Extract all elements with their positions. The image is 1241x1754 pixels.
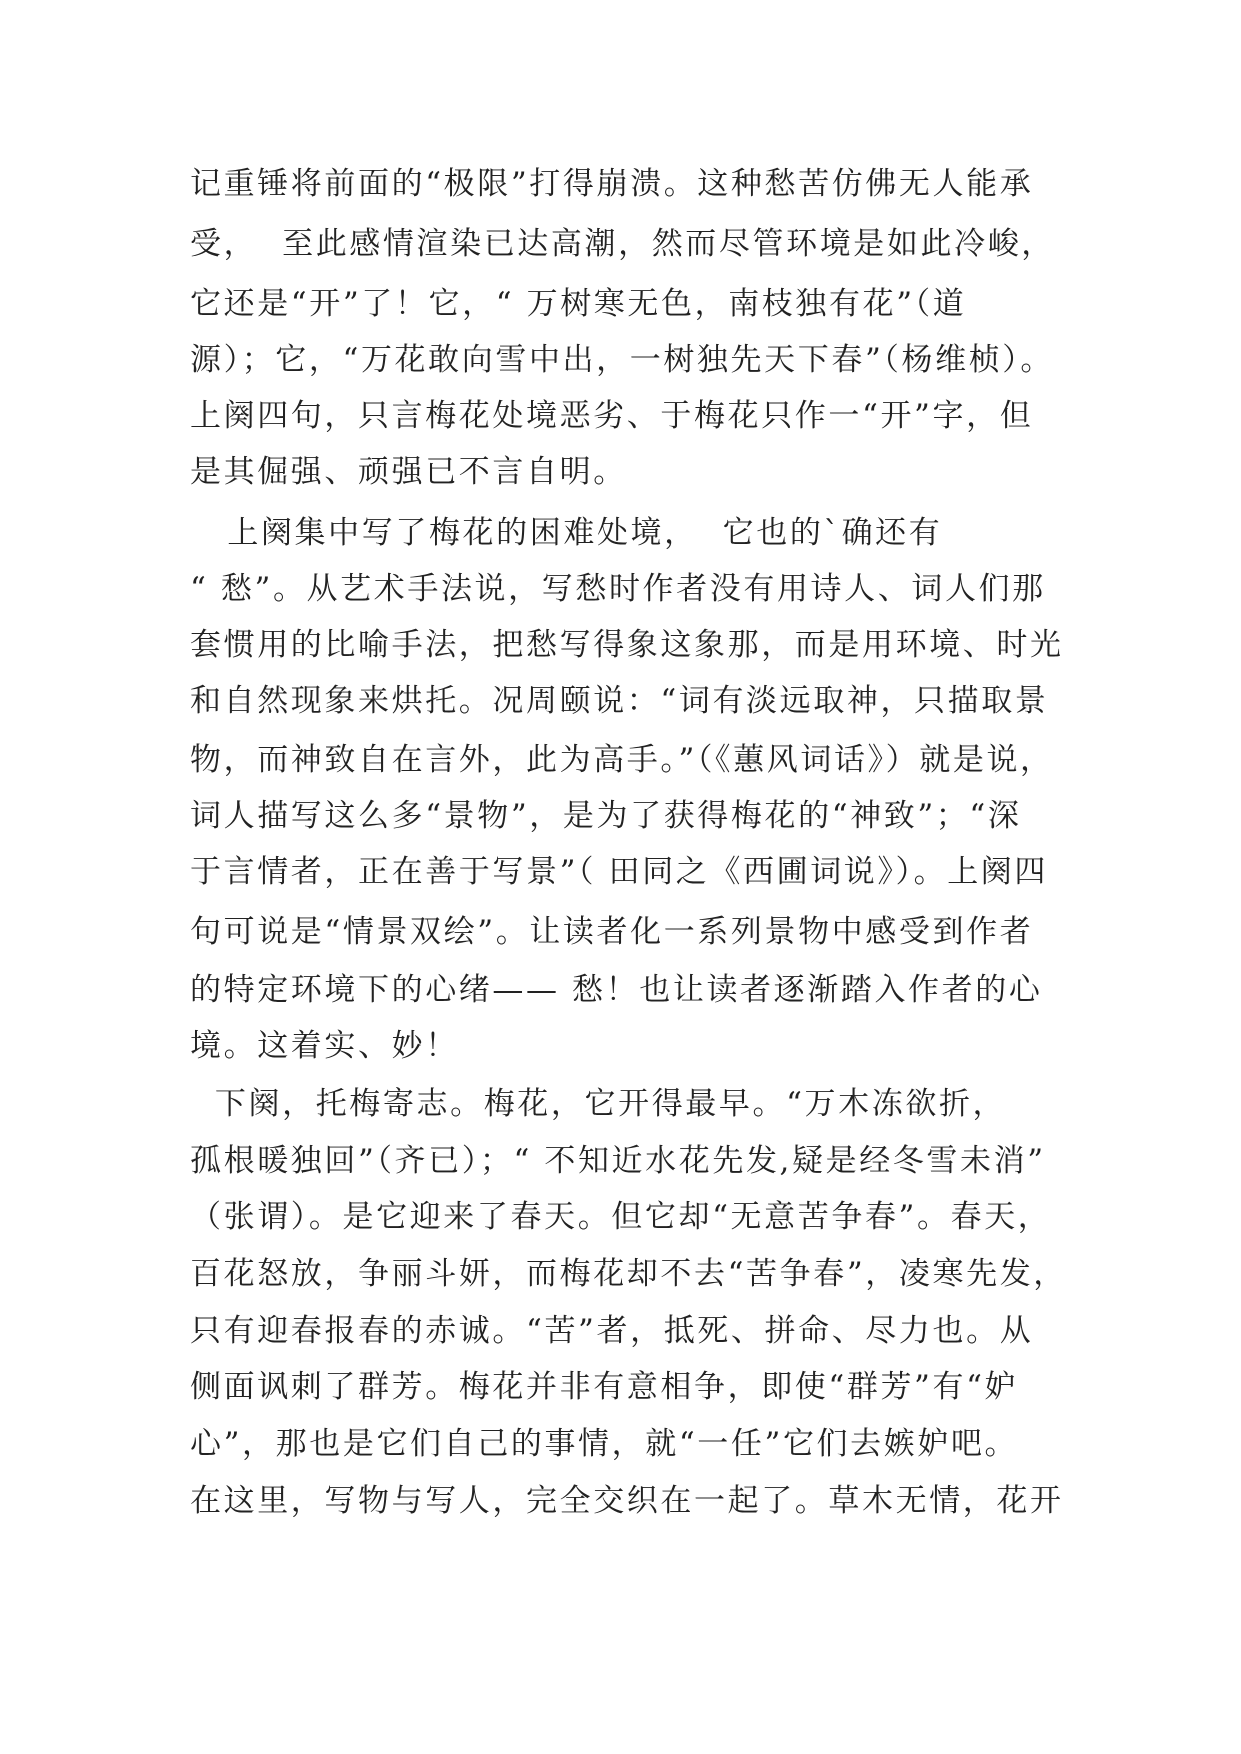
text-line: 词人描写这么多“景物”，是为了获得梅花的“神致”；“深 <box>190 798 1022 834</box>
text-line: 受， 至此感情渲染已达高潮，然而尽管环境是如此冷峻， <box>190 226 1055 262</box>
text-line: “ 愁”。从艺术手法说，写愁时作者没有用诗人、词人们那 <box>190 571 1046 607</box>
text-line: 上阕四句，只言梅花处境恶劣、于梅花只作一“开”字，但 <box>190 398 1034 434</box>
text-line: 是其倔强、顽强已不言自明。 <box>190 454 627 490</box>
text-line: （张谓）。是它迎来了春天。但它却“无意苦争春”。春天， <box>190 1199 1052 1235</box>
text-line: 记重锤将前面的“极限”打得崩溃。这种愁苦仿佛无人能承 <box>190 166 1034 202</box>
text-line: 境。这着实、妙！ <box>190 1028 459 1064</box>
text-line: 只有迎春报春的赤诚。“苦”者，抵死、拼命、尽力也。从 <box>190 1313 1034 1349</box>
text-line: 的特定环境下的心绪—— 愁！也让读者逐渐踏入作者的心 <box>190 972 1043 1008</box>
text-line: 侧面讽刺了群芳。梅花并非有意相争，即使“群芳”有“妒 <box>190 1369 1019 1405</box>
text-line: 百花怒放，争丽斗妍，而梅花却不去“苦争春”，凌寒先发， <box>190 1256 1067 1292</box>
text-line: 于言情者，正在善于写景”（ 田同之《西圃词说》）。上阕四 <box>190 854 1048 890</box>
text-line: 下阕，托梅寄志。梅花，它开得最早。“万木冻欲折， <box>190 1086 1007 1122</box>
text-line: 句可说是“情景双绘”。让读者化一系列景物中感受到作者 <box>190 914 1034 950</box>
text-line: 源）；它，“万花敢向雪中出，一树独先天下春”（杨维桢）。 <box>190 342 1054 378</box>
text-line: 套惯用的比喻手法，把愁写得象这象那，而是用环境、时光 <box>190 627 1064 663</box>
text-line: 心”，那也是它们自己的事情，就“一任”它们去嫉妒吧。 <box>190 1426 1019 1462</box>
text-line: 它还是“开”了！它，“ 万树寒无色，南枝独有花”（道 <box>190 286 967 322</box>
text-line: 上阕集中写了梅花的困难处境， 它也的`确还有 <box>190 515 943 551</box>
text-line: 物，而神致自在言外，此为高手。”（《蕙风词话》）就是说， <box>190 742 1054 778</box>
text-line: 在这里，写物与写人，完全交织在一起了。草木无情，花开 <box>190 1483 1064 1519</box>
text-line: 和自然现象来烘托。况周颐说：“词有淡远取神，只描取景 <box>190 683 1049 719</box>
text-line: 孤根暖独回”（齐已）；“ 不知近水花先发,疑是经冬雪未消” <box>190 1143 1046 1179</box>
